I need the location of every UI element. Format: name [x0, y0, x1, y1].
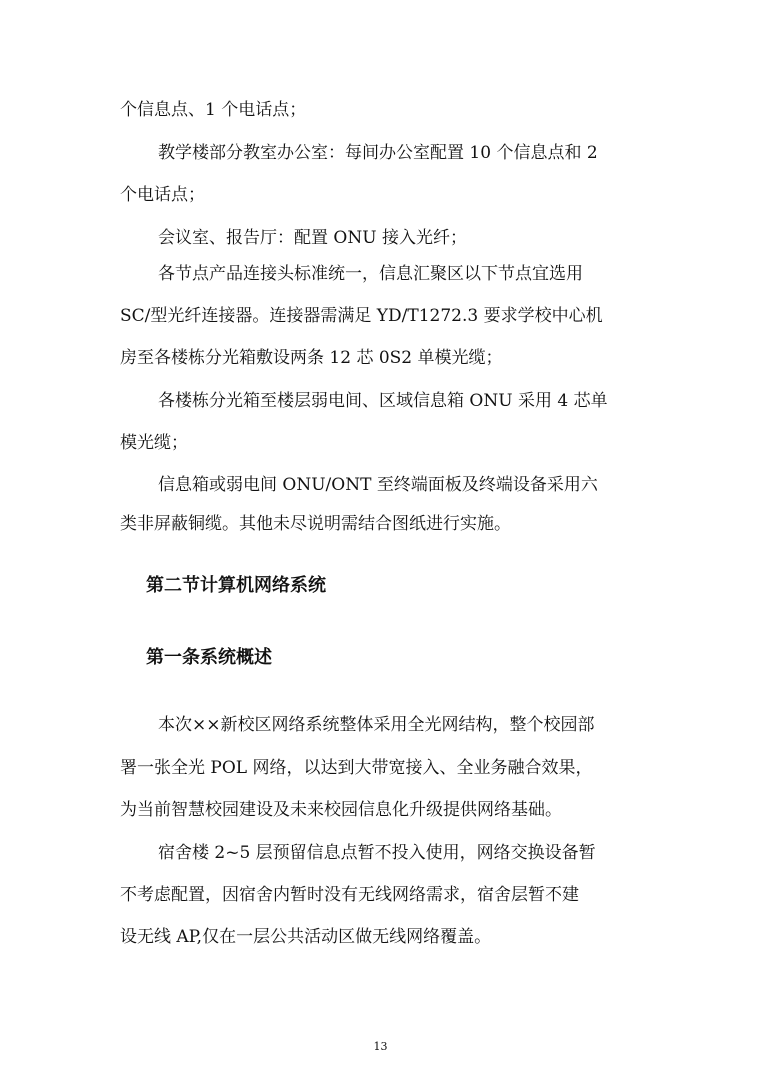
- text-line: 各节点产品连接头标准统一，信息汇聚区以下节点宜选用: [158, 264, 583, 284]
- text-line: 模光缆；: [120, 433, 188, 453]
- body-line: 本次××新校区网络系统整体采用全光网结构，整个校园部: [158, 715, 595, 735]
- body-line: 为当前智慧校园建设及未来校园信息化升级提供网络基础。: [120, 800, 562, 820]
- text-line: 类非屏蔽铜缆。其他未尽说明需结合图纸进行实施。: [120, 514, 511, 534]
- text-line: 房至各楼栋分光箱敷设两条 12 芯 0S2 单模光缆；: [120, 348, 503, 368]
- text-line: 个信息点、1 个电话点；: [120, 100, 307, 120]
- body-line: 不考虑配置，因宿舍内暂时没有无线网络需求，宿舍层暂不建: [120, 885, 579, 905]
- text-line: 个电话点；: [120, 185, 205, 205]
- text-line: SC/型光纤连接器。连接器需满足 YD/T1272.3 要求学校中心机: [120, 306, 603, 326]
- text-line: 各楼栋分光箱至楼层弱电间、区域信息箱 ONU 采用 4 芯单: [158, 391, 608, 411]
- text-line: 教学楼部分教室办公室：每间办公室配置 10 个信息点和 2: [158, 143, 598, 163]
- article-heading: 第一条系统概述: [146, 647, 272, 668]
- body-line: 宿舍楼 2~5 层预留信息点暂不投入使用，网络交换设备暂: [158, 843, 596, 863]
- body-line: 设无线 AP,仅在一层公共活动区做无线网络覆盖。: [120, 927, 492, 947]
- page-number: 13: [373, 1040, 388, 1053]
- text-line: 信息箱或弱电间 ONU/ONT 至终端面板及终端设备采用六: [158, 475, 598, 495]
- section-heading: 第二节计算机网络系统: [146, 575, 326, 596]
- text-line: 会议室、报告厅：配置 ONU 接入光纤；: [158, 228, 467, 248]
- body-line: 署一张全光 POL 网络，以达到大带宽接入、全业务融合效果，: [120, 758, 593, 778]
